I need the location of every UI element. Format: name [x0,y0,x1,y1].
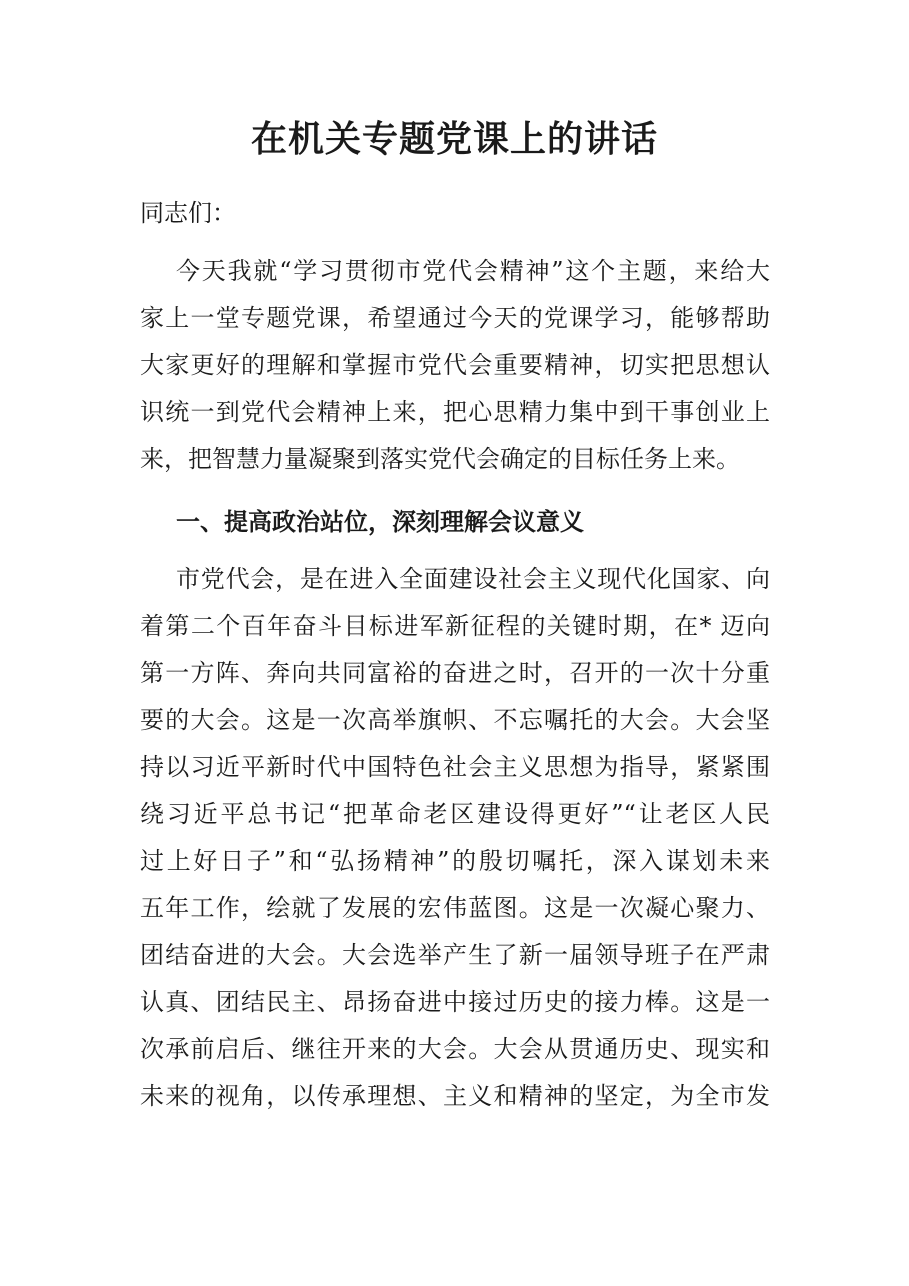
section-line-2: 着第二个百年奋斗目标进军新征程的关键时期，在* 迈向 [140,612,770,640]
section-line-6: 绕习近平总书记“把革命老区建设得更好”“让老区人民 [140,800,770,828]
salutation: 同志们： [140,199,236,227]
section-line-9: 团结奋进的大会。大会选举产生了新一届领导班子在严肃 [140,941,770,969]
intro-line-2: 家上一堂专题党课，希望通过今天的党课学习，能够帮助 [140,304,770,332]
intro-line-4: 识统一到党代会精神上来，把心思精力集中到干事创业上 [140,398,770,426]
section-heading: 一、提高政治站位，深刻理解会议意义 [176,508,584,536]
intro-line-1: 今天我就“学习贯彻市党代会精神”这个主题，来给大 [176,257,770,285]
document-title: 在机关专题党课上的讲话 [250,119,658,160]
section-line-5: 持以习近平新时代中国特色社会主义思想为指导，紧紧围 [140,753,770,781]
section-line-10: 认真、团结民主、昂扬奋进中接过历史的接力棒。这是一 [140,988,770,1016]
section-line-7: 过上好日子”和“弘扬精神”的殷切嘱托，深入谋划未来 [140,847,770,875]
section-line-11: 次承前启后、继往开来的大会。大会从贯通历史、现实和 [140,1035,770,1063]
section-line-3: 第一方阵、奔向共同富裕的奋进之时，召开的一次十分重 [140,659,770,687]
intro-line-3: 大家更好的理解和掌握市党代会重要精神，切实把思想认 [140,351,770,379]
section-line-8: 五年工作，绘就了发展的宏伟蓝图。这是一次凝心聚力、 [140,894,770,922]
section-line-12: 未来的视角，以传承理想、主义和精神的坚定，为全市发 [140,1082,770,1110]
intro-line-5: 来，把智慧力量凝聚到落实党代会确定的目标任务上来。 [140,445,740,473]
section-line-1: 市党代会，是在进入全面建设社会主义现代化国家、向 [176,565,770,593]
section-line-4: 要的大会。这是一次高举旗帜、不忘嘱托的大会。大会坚 [140,706,770,734]
